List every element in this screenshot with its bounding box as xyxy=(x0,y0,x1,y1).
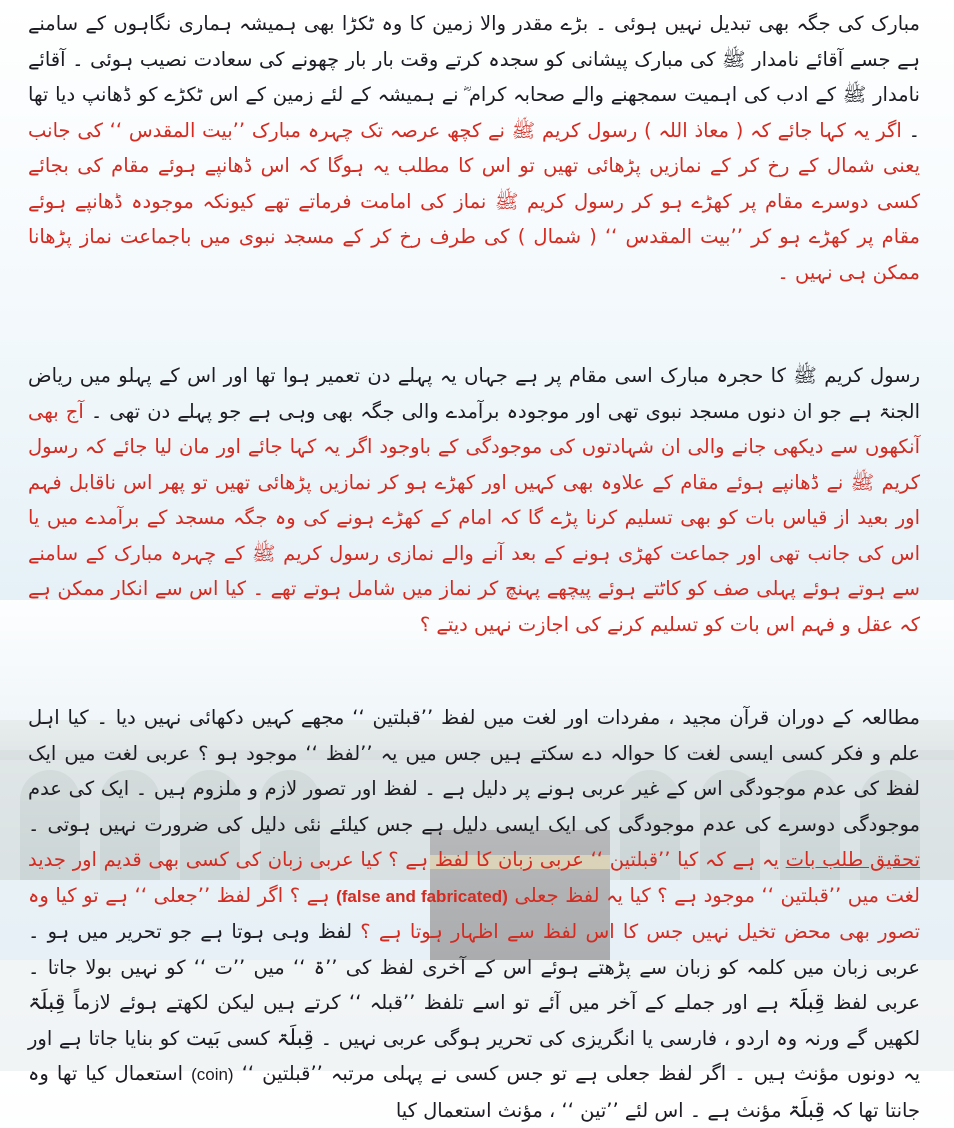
research-question-text-2: ہے ؟ اگر لفظ ’’جعلی ‘‘ ہے تو کیا وہ تصور بھی محض تخیل نہیں جس کا اس لفظ سے اظہار ہوتا ہے ؟ xyxy=(28,883,921,943)
paragraph-3-intro: مطالعہ کے دوران قرآن مجید ، مفردات اور لغت میں لفظ ’’قبلتین ‘‘ مجھے کہیں دکھائی نہیں دیا ۔ کیا اہل علم و فکر کسی ایسی لغت کا حوالہ دے سکتے ہیں جس میں یہ ’’لفظ ‘‘ موجود ہو ؟ عربی لغت میں ایک لفظ کی عدم موجودگی اس کے غیر عربی ہونے پر دلیل ہے ۔ لفظ اور تصور لازم و ملزوم ہیں ۔ ایک کی عدم موجودگی دوسرے کی عدم موجودگی کی ایک ایسی دلیل ہے جس کیلئے نئی دلیل کی ضرورت نہیں ہوتی ۔ xyxy=(28,706,920,836)
research-question-label: تحقیق طلب بات xyxy=(785,848,921,871)
arabic-word-bayt: بَیت xyxy=(185,1025,221,1051)
paragraph-3-text-8: مؤنث ہے ۔ اس لئے ’’تین ‘‘ ، مؤنث استعمال کیا xyxy=(395,1098,782,1122)
paragraph-2-text: رسول کریم ﷺ کا حجرہ مبارک اسی مقام پر ہے جہاں یہ پہلے دن تعمیر ہوا تھا اور اس کے پہلو میں ریاض الجنۃ ہے جو ان دنوں مسجد نبوی تھی اور موجودہ برآمدے والی جگہ بھی وہی ہے جو پہلے دن تھی ۔ xyxy=(28,364,920,423)
paragraph-3-text-2: لفظ وہی ہوتا ہے جو تحریر میں ہو ۔ عربی زبان میں کلمہ کو زبان سے پڑھتے ہوئے اس کے آخری لفظ کی ’’ۃ ‘‘ میں ’’ت ‘‘ کو نہیں بولا جاتا ۔ عربی لفظ xyxy=(28,920,921,1014)
english-term-coin: (coin) xyxy=(191,1065,234,1084)
paragraph-2 xyxy=(28,358,920,642)
paragraph-3-text-6: کو بنایا جاتا ہے اور یہ دونوں مؤنث ہیں ۔ اگر لفظ جعلی ہے تو جس کسی نے پہلی مرتبہ ’’قبلتین ‘‘ xyxy=(28,1026,921,1085)
research-question-text: یہ ہے کہ کیا ’’قبلتین ‘‘ عربی زبان کا لفظ ہے ؟ کیا عربی زبان کی کسی بھی قدیم اور جدید لغت میں ’’قبلتین ‘‘ موجود ہے ؟ کیا یہ لفظ جعلی xyxy=(28,848,921,907)
paragraph-1 xyxy=(28,6,920,290)
paragraph-3-text-5: کسی xyxy=(226,1026,270,1050)
arabic-word-qiblah: قِبلَۃ xyxy=(787,990,825,1015)
paragraph-3-text-3: ہے اور جملے کے آخر میں آئے تو اسے تلفظ ’’قبلہ ‘‘ کرتے ہیں لیکن لکھتے ہوئے لازماً xyxy=(73,991,780,1014)
article-text xyxy=(28,6,920,1128)
arabic-word-qiblah: قِبلَۃ xyxy=(28,990,66,1015)
paragraph-3-text-4: لکھیں گے ورنہ وہ اردو ، فارسی یا انگریزی کی تحریر ہوگی عربی نہیں ۔ xyxy=(320,1026,921,1050)
english-term-false-fabricated: (false and fabricated) xyxy=(336,886,508,906)
paragraph-2-highlight: آج بھی آنکھوں سے دیکھی جانے والی ان شہادتوں کی موجودگی کے باوجود اگر یہ کہا جائے اور مان لیا جائے کہ رسول کریم ﷺ نے ڈھانپے ہوئے مقام کے علاوہ بھی کہیں اور کھڑے ہو کر نمازیں پڑھائی تھیں تو پھر اس ناقابل فہم اور بعید از قیاس بات کو بھی تسلیم کرنا پڑے گا کہ امام کے کھڑے ہونے کی وہ جگہ مسجد کے برآمدے میں یا اس کی جانب تھی اور جماعت کھڑی ہونے کے بعد آنے والے نمازی رسول کریم ﷺ کے چہرہ مبارک کے سامنے سے ہوتے ہوئے پہلی صف کو کاٹتے ہوئے پیچھے پہنچ کر نماز میں شامل ہوتے تھے ۔ کیا اس سے انکار ممکن ہے کہ عقل و فہم اس بات کو تسلیم کرنے کی اجازت نہیں دیتے ؟ xyxy=(28,399,920,636)
arabic-word-qiblah: قِبلَۃ xyxy=(787,1097,826,1123)
paragraph-3-text-7: استعمال کیا تھا وہ جانتا تھا کہ xyxy=(28,1062,920,1122)
arabic-word-qiblah: قِبلَۃ xyxy=(276,1025,314,1051)
paragraph-3 xyxy=(28,700,920,1128)
paragraph-1-text: مبارک کی جگہ بھی تبدیل نہیں ہوئی ۔ بڑے مقدر والا زمین کا وہ ٹکڑا بھی ہمیشہ ہماری نگاہوں کے سامنے ہے جسے آقائے نامدار ﷺ کی مبارک پیشانی کو سجدہ کرتے وقت بار بار چھونے کی سعادت نصیب ہوئی ۔ آقائے نامدار ﷺ کے ادب کی اہمیت سمجھنے والے صحابہ کرام ؓ نے ہمیشہ کے لئے زمین کے اس ٹکڑے کو ڈھانپ دیا تھا ۔ xyxy=(28,12,921,142)
paragraph-1-highlight: اگر یہ کہا جائے کہ ( معاذ اللہ ) رسول کریم ﷺ نے کچھ عرصہ تک چہرہ مبارک ’’بیت المقدس ‘‘ کی جانب یعنی شمال کے رخ کر کے نمازیں پڑھائی تھیں تو اس کا مطلب یہ ہوگا کہ اس ڈھانپے ہوئے مقام کی بجائے کسی دوسرے مقام پر کھڑے ہو کر رسول کریم ﷺ نماز کی امامت فرماتے تھے کیونکہ موجودہ ڈھانپے ہوئے مقام پر کھڑے ہو کر ’’بیت المقدس ‘‘ ( شمال ) کی طرف رخ کر کے مسجد نبوی میں باجماعت نماز پڑھانا ممکن ہی نہیں ۔ xyxy=(28,118,920,284)
